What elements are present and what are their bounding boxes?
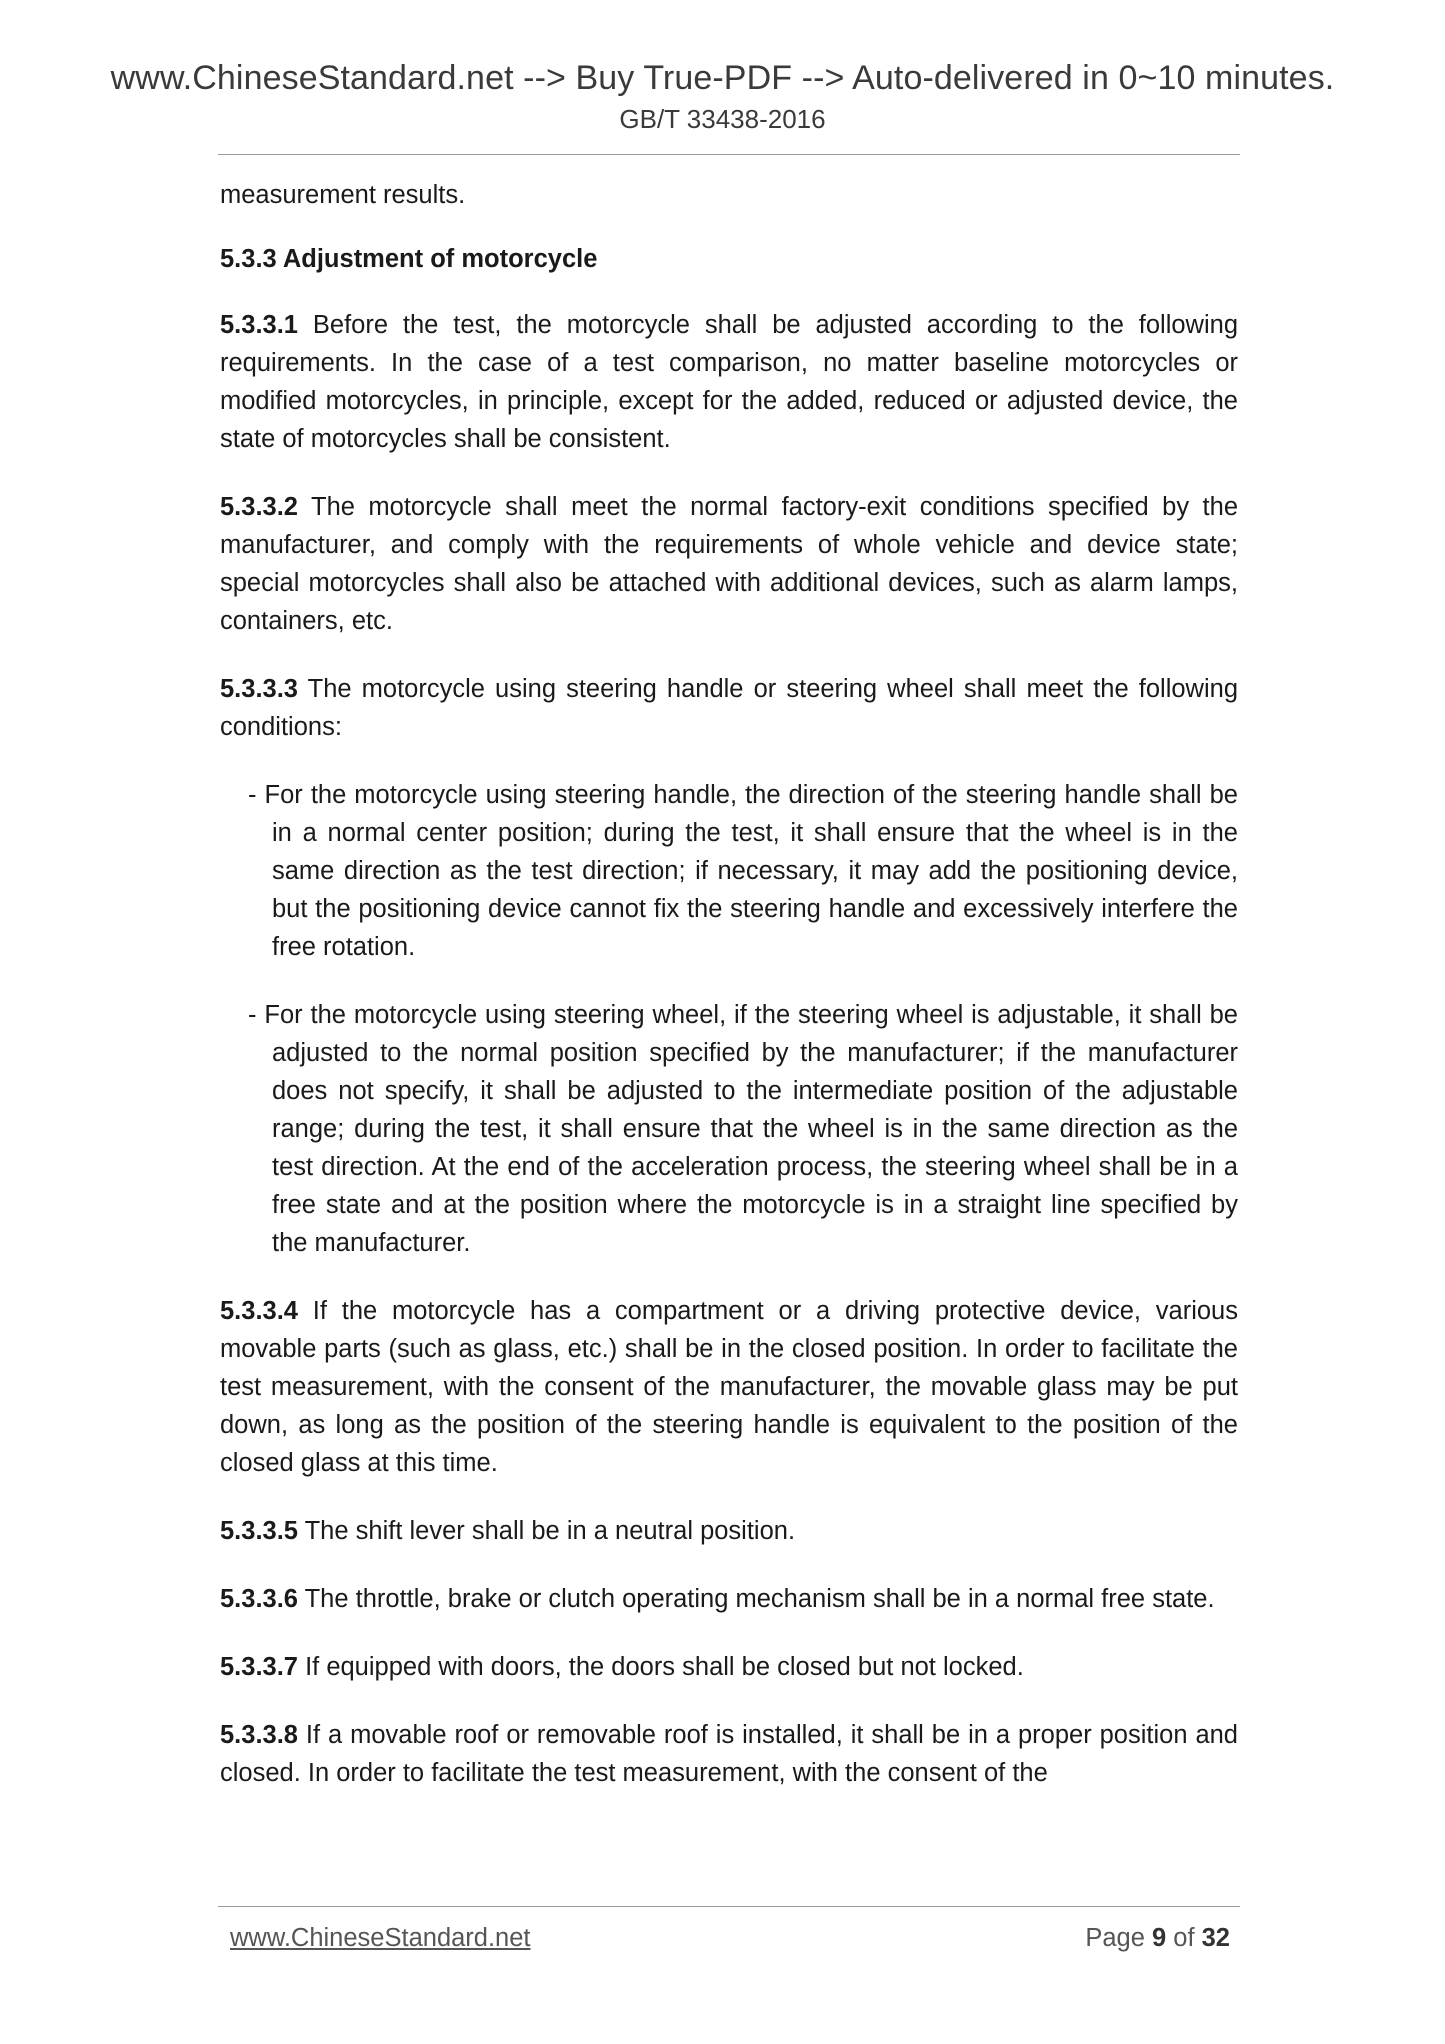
standard-code: GB/T 33438-2016	[619, 104, 826, 134]
clause-number: 5.3.3.3	[220, 675, 298, 703]
continuation-text: measurement results.	[220, 181, 466, 209]
page-total: 32	[1201, 1924, 1230, 1952]
section-heading: 5.3.3 Adjustment of motorcycle	[220, 245, 598, 273]
footer-website-link[interactable]: www.ChineseStandard.net	[230, 1924, 531, 1952]
page-footer	[230, 1924, 1230, 1964]
clause-5-3-3-6	[220, 1580, 1238, 1618]
clause-text: If equipped with doors, the doors shall be closed but not locked.	[297, 1653, 1024, 1681]
clause-5-3-3-4	[220, 1292, 1238, 1482]
clause-text: If the motorcycle has a compartment or a driving protective device, various movable parts (such as glass, etc.) shall be in the closed position. In order to facilitate the test measurement, with the consent of the manufacturer, the movable glass may be put down, as long as the position of the steering handle is equivalent to the position of the closed glass at this time.	[220, 1297, 1238, 1477]
header-banner: www.ChineseStandard.net --> Buy True-PDF --> Auto-delivered in 0~10 minutes.	[110, 59, 1335, 97]
clause-5-3-3-7	[220, 1648, 1238, 1686]
list-item-steering-wheel: - For the motorcycle using steering wheel, if the steering wheel is adjustable, it shall be adjusted to the normal position specified by the manufacturer; if the manufacturer does not specify, it shall be adjusted to the intermediate position of the adjustable range; during the test, it shall ensure that the wheel is in the same direction as the test direction. At the end of the acceleration process, the steering wheel shall be in a free state and at the position where the motorcycle is in a straight line specified by the manufacturer.	[248, 1001, 1238, 1257]
clause-5-3-3-2	[220, 488, 1238, 640]
clause-text: The motorcycle using steering handle or steering wheel shall meet the following conditions:	[220, 675, 1238, 741]
clause-number: 5.3.3.5	[220, 1517, 298, 1545]
clause-number: 5.3.3.6	[220, 1585, 298, 1613]
page-separator: of	[1166, 1924, 1202, 1952]
footer-divider	[218, 1906, 1240, 1907]
clause-text: If a movable roof or removable roof is installed, it shall be in a proper position and closed. In order to facilitate the test measurement, with the consent of the	[220, 1721, 1238, 1787]
clause-5-3-3-3	[220, 670, 1238, 746]
page-current: 9	[1152, 1924, 1167, 1952]
clause-number: 5.3.3.2	[220, 493, 298, 521]
clause-5-3-3-1	[220, 306, 1238, 458]
document-body	[220, 176, 1238, 1792]
clause-5-3-3-8	[220, 1716, 1238, 1792]
clause-number: 5.3.3.8	[220, 1721, 298, 1749]
page-indicator	[1085, 1924, 1230, 1953]
clause-number: 5.3.3.7	[220, 1653, 298, 1681]
header-divider	[218, 154, 1240, 155]
page-header	[0, 58, 1445, 134]
clause-number: 5.3.3.4	[220, 1297, 298, 1325]
clause-text: The motorcycle shall meet the normal factory-exit conditions specified by the manufacturer, and comply with the requirements of whole vehicle and device state; special motorcycles shall also be attached with additional devices, such as alarm lamps, containers, etc.	[220, 493, 1238, 635]
clause-5-3-3-5	[220, 1512, 1238, 1550]
clause-number: 5.3.3.1	[220, 311, 298, 339]
clause-text: Before the test, the motorcycle shall be adjusted according to the following requirements. In the case of a test comparison, no matter baseline motorcycles or modified motorcycles, in principle, except for the added, reduced or adjusted device, the state of motorcycles shall be consistent.	[220, 311, 1238, 453]
list-item-steering-handle: - For the motorcycle using steering handle, the direction of the steering handle shall be in a normal center position; during the test, it shall ensure that the wheel is in the same direction as the test direction; if necessary, it may add the positioning device, but the positioning device cannot fix the steering handle and excessively interfere the free rotation.	[248, 781, 1238, 961]
page-prefix: Page	[1085, 1924, 1152, 1952]
clause-text: The throttle, brake or clutch operating mechanism shall be in a normal free state.	[297, 1585, 1215, 1613]
clause-text: The shift lever shall be in a neutral position.	[297, 1517, 796, 1545]
